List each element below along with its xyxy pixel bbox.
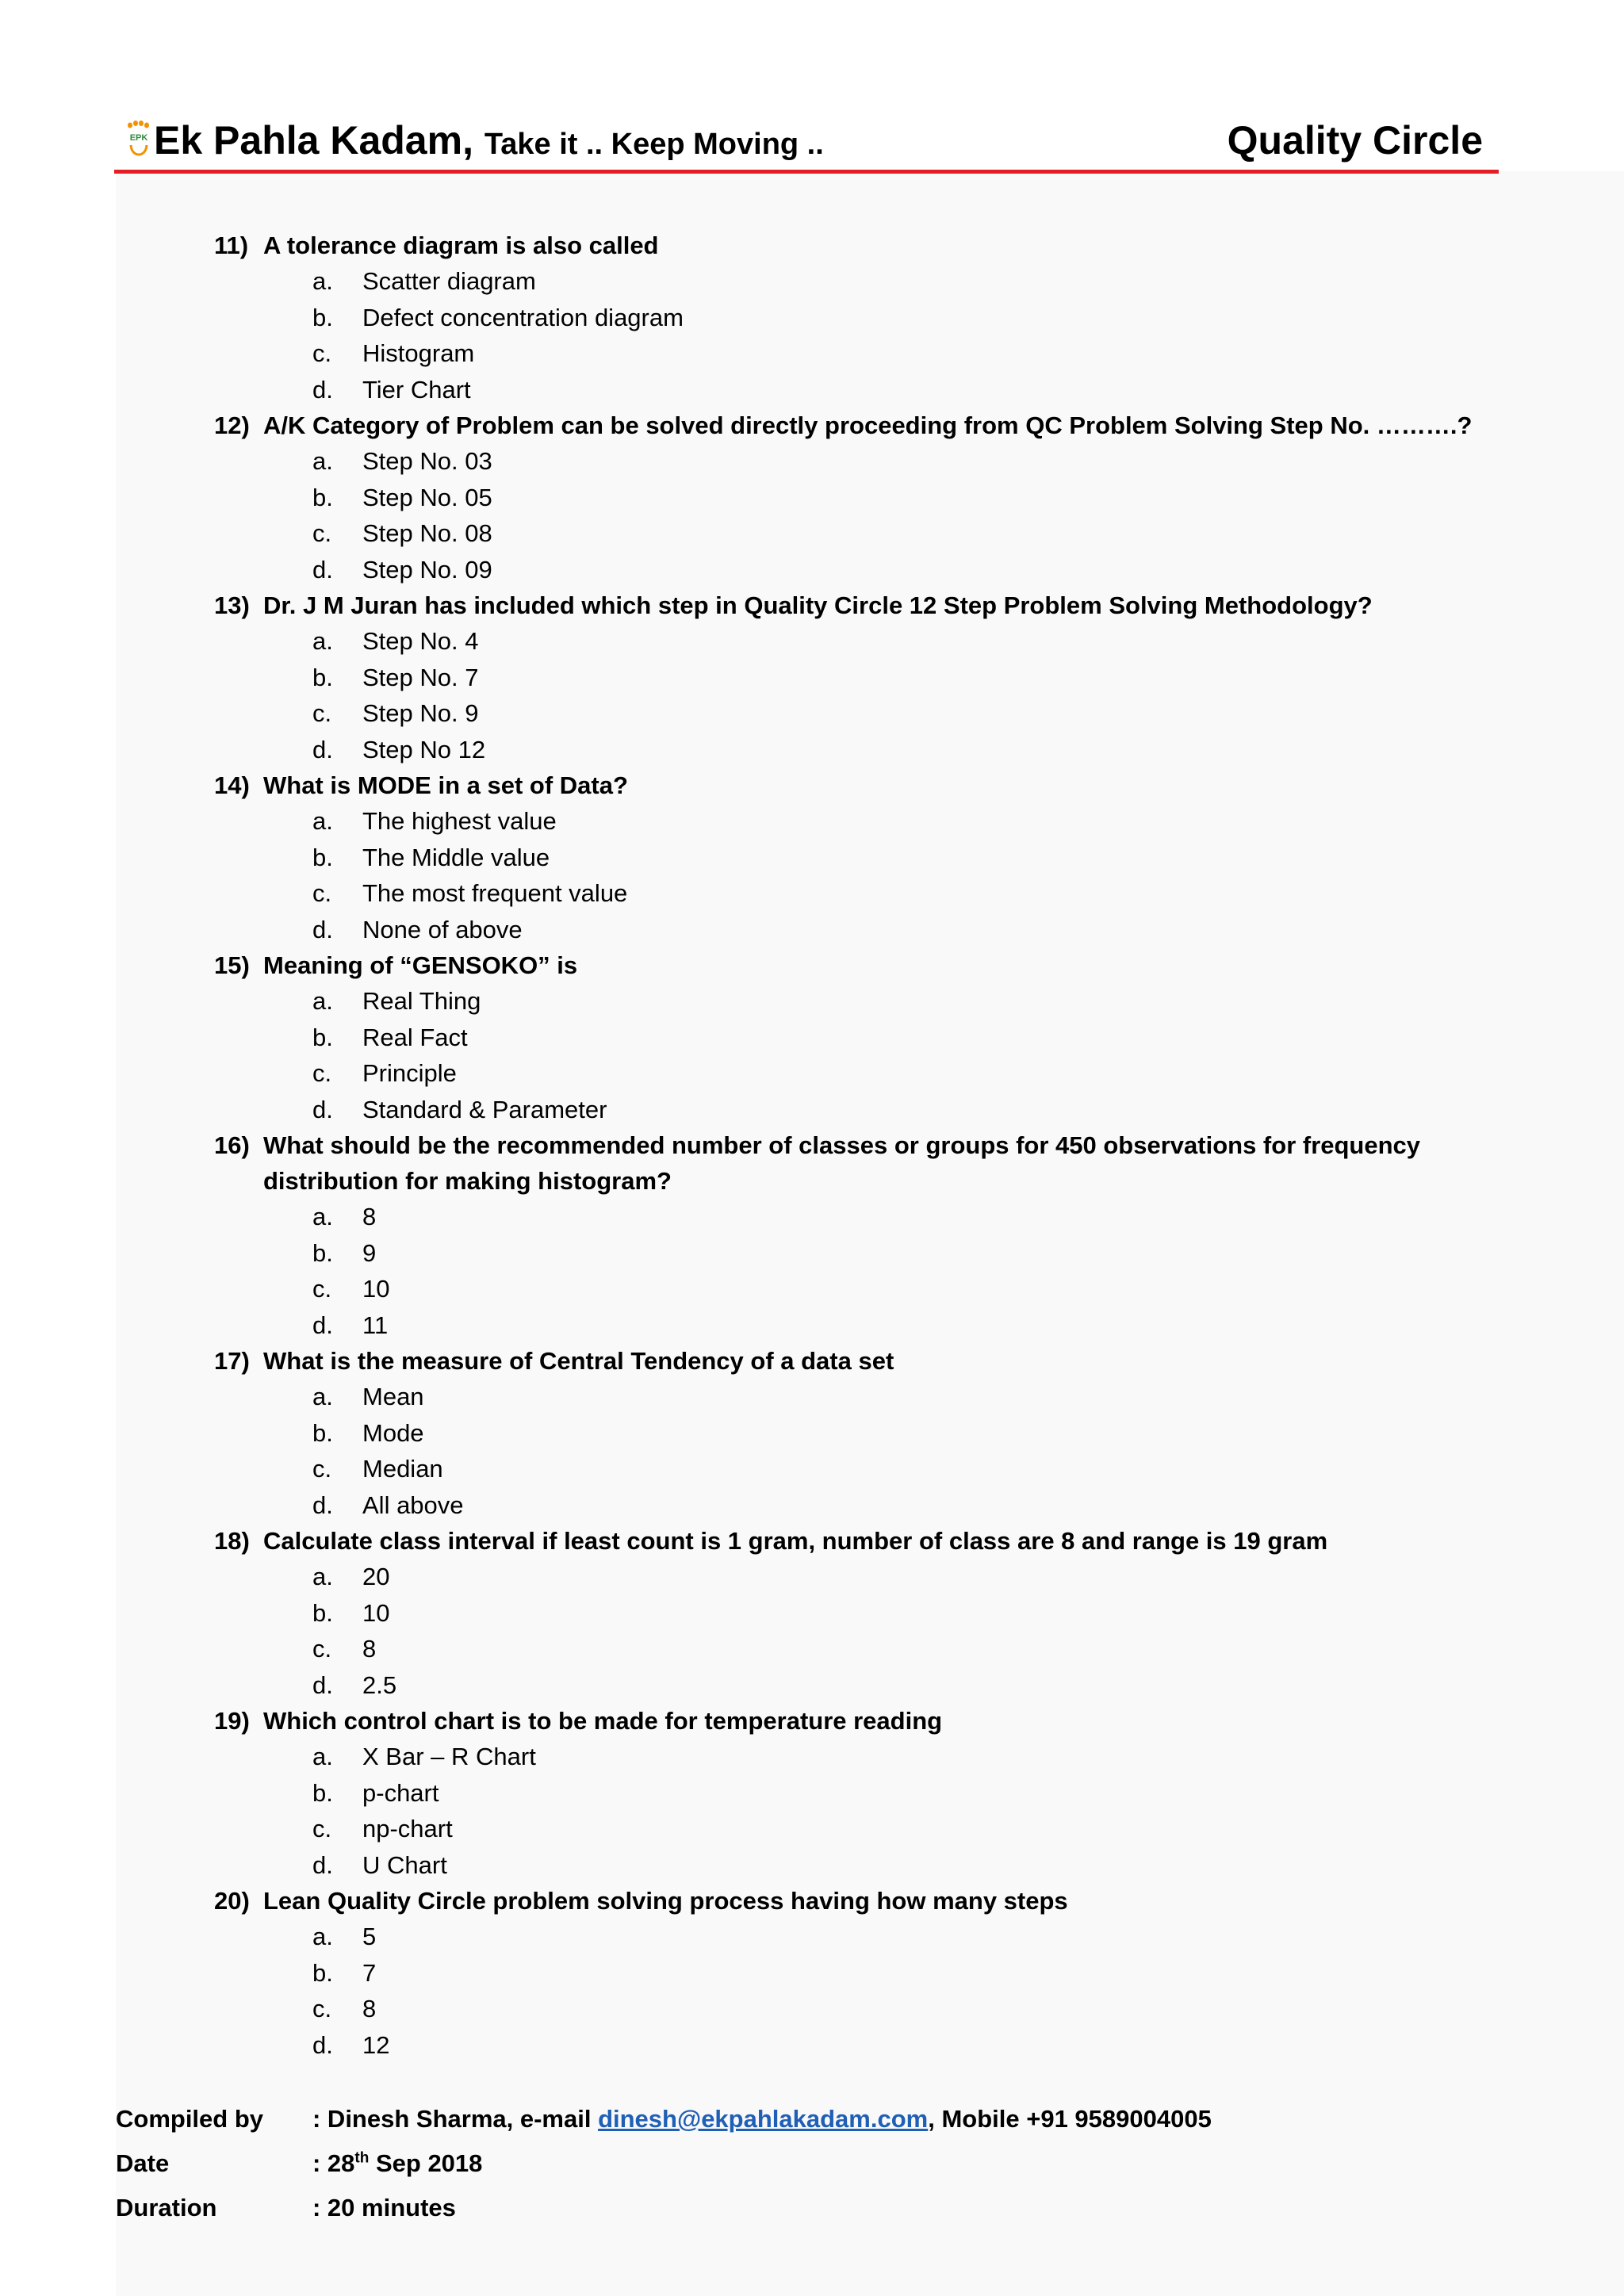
option-text: Step No. 9 [362, 699, 479, 727]
answer-option [214, 263, 1522, 300]
option-text: Step No. 09 [362, 555, 492, 584]
option-text: 12 [362, 2030, 390, 2059]
answer-option [214, 2027, 1522, 2064]
answer-option [214, 1487, 1522, 1524]
option-text: 8 [362, 1635, 377, 1663]
option-text: Principle [362, 1059, 457, 1087]
question-number: 14) [214, 771, 250, 799]
option-letter: c. [312, 1815, 332, 1843]
question-item [214, 228, 1522, 408]
question-text: A/K Category of Problem can be solved directly proceeding from QC Problem Solving Step No. ……….? [263, 411, 1473, 439]
option-letter: d. [312, 555, 333, 584]
compiled-row [116, 2097, 1543, 2141]
question-heading [214, 1523, 1522, 1559]
duration-value: : 20 minutes [312, 2194, 456, 2221]
option-text: The Middle value [362, 843, 550, 871]
question-text: Which control chart is to be made for temperature reading [263, 1707, 943, 1735]
question-item [214, 767, 1522, 947]
answer-option [214, 480, 1522, 516]
answer-option [214, 875, 1522, 912]
question-heading [214, 408, 1522, 443]
answer-option [214, 1415, 1522, 1452]
option-letter: d. [312, 1670, 333, 1699]
answer-option [214, 912, 1522, 948]
option-letter: d. [312, 2030, 333, 2059]
option-text: Step No 12 [362, 735, 486, 763]
option-text: Real Fact [362, 1023, 468, 1051]
option-letter: d. [312, 915, 333, 943]
date-month-year: Sep 2018 [369, 2149, 483, 2177]
question-text: What is MODE in a set of Data? [263, 771, 628, 799]
question-item [214, 1883, 1522, 2063]
compiled-mobile: , Mobile +91 9589004005 [928, 2105, 1212, 2133]
option-text: X Bar – R Chart [362, 1743, 536, 1770]
question-text: Lean Quality Circle problem solving process having how many steps [263, 1887, 1068, 1915]
option-text: 8 [362, 1995, 377, 2022]
question-item [214, 947, 1522, 1127]
question-text: Dr. J M Juran has included which step in Quality Circle 12 Step Problem Solving Methodology? [263, 591, 1373, 619]
option-text: Step No. 4 [362, 627, 479, 655]
footer-info [116, 2097, 1543, 2230]
answer-option [214, 552, 1522, 588]
option-text: Mean [362, 1383, 424, 1410]
compiled-author: : Dinesh Sharma, e-mail [312, 2105, 599, 2133]
option-letter: c. [312, 1059, 332, 1087]
answer-option [214, 983, 1522, 1020]
question-item [214, 1703, 1522, 1883]
question-text: What should be the recommended number of classes or groups for 450 observations for frequency distribution for making histogram? [263, 1131, 1421, 1195]
question-number: 11) [214, 232, 249, 259]
option-text: Step No. 7 [362, 663, 479, 691]
answer-option [214, 1991, 1522, 2027]
option-letter: a. [312, 1923, 333, 1950]
answer-option [214, 1919, 1522, 1955]
answer-option [214, 300, 1522, 336]
option-letter: a. [312, 267, 333, 295]
option-letter: a. [312, 1203, 333, 1230]
option-text: Median [362, 1455, 443, 1483]
option-text: p-chart [362, 1778, 439, 1807]
option-text: Standard & Parameter [362, 1095, 607, 1123]
option-letter: b. [312, 303, 333, 331]
date-ordinal: th [354, 2149, 370, 2167]
option-text: The most frequent value [362, 879, 628, 907]
option-text: 20 [362, 1563, 390, 1590]
question-number: 18) [214, 1527, 250, 1555]
option-text: U Chart [362, 1850, 447, 1879]
question-text: A tolerance diagram is also called [263, 232, 659, 259]
answer-option [214, 1775, 1522, 1812]
option-letter: d. [312, 1095, 333, 1123]
option-text: Step No. 03 [362, 447, 492, 475]
date-day: : 28 [312, 2149, 355, 2177]
option-letter: b. [312, 843, 333, 871]
question-text: Meaning of “GENSOKO” is [263, 951, 578, 979]
question-item [214, 587, 1522, 767]
option-letter: b. [312, 1023, 333, 1051]
option-letter: b. [312, 1418, 333, 1447]
option-letter: a. [312, 987, 333, 1015]
option-text: np-chart [362, 1815, 453, 1843]
option-text: 2.5 [362, 1670, 397, 1699]
option-text: The highest value [362, 807, 557, 835]
answer-option [214, 1055, 1522, 1092]
question-item [214, 1343, 1522, 1523]
question-heading [214, 1343, 1522, 1379]
option-text: Defect concentration diagram [362, 303, 684, 331]
question-list [214, 228, 1522, 2063]
answer-option [214, 515, 1522, 552]
email-link[interactable]: dinesh@ekpahlakadam.com [598, 2105, 929, 2133]
answer-option [214, 443, 1522, 480]
answer-option [214, 1092, 1522, 1128]
option-letter: a. [312, 1563, 333, 1590]
option-text: 11 [362, 1311, 389, 1339]
option-text: 8 [362, 1203, 377, 1230]
question-item [214, 1523, 1522, 1703]
question-heading [214, 228, 1522, 263]
option-letter: c. [312, 699, 332, 727]
answer-option [214, 840, 1522, 876]
brand-tagline: Take it .. Keep Moving .. [484, 128, 824, 161]
question-heading [214, 587, 1522, 623]
duration-row [116, 2186, 1543, 2230]
option-letter: a. [312, 807, 333, 835]
option-text: Mode [362, 1418, 424, 1447]
option-letter: c. [312, 1275, 332, 1303]
option-text: 9 [362, 1238, 377, 1267]
compiled-label: Compiled by [116, 2105, 264, 2133]
answer-option [214, 732, 1522, 768]
option-letter: d. [312, 735, 333, 763]
option-letter: c. [312, 1995, 332, 2022]
option-letter: c. [312, 879, 332, 907]
option-text: 10 [362, 1598, 390, 1627]
answer-option [214, 1235, 1522, 1272]
compiled-value [312, 2097, 1212, 2141]
date-value [312, 2141, 482, 2186]
answer-option [214, 1271, 1522, 1307]
option-text: Step No. 08 [362, 519, 492, 547]
answer-option [214, 1847, 1522, 1884]
answer-option [214, 1020, 1522, 1056]
header-divider [114, 170, 1499, 174]
option-text: Tier Chart [362, 375, 471, 404]
option-letter: a. [312, 447, 333, 475]
option-text: Histogram [362, 339, 475, 367]
option-text: 10 [362, 1275, 390, 1303]
answer-option [214, 1595, 1522, 1632]
answer-option [214, 1379, 1522, 1415]
answer-option [214, 1811, 1522, 1847]
option-letter: d. [312, 1311, 333, 1339]
option-letter: c. [312, 1635, 332, 1663]
option-letter: c. [312, 1455, 332, 1483]
option-letter: b. [312, 1238, 333, 1267]
date-label: Date [116, 2149, 170, 2177]
option-letter: c. [312, 339, 332, 367]
answer-option [214, 1955, 1522, 1992]
question-heading [214, 947, 1522, 983]
duration-label: Duration [116, 2194, 217, 2221]
answer-option [214, 1307, 1522, 1344]
option-letter: d. [312, 1850, 333, 1879]
answer-option [214, 1667, 1522, 1704]
question-heading [214, 1703, 1522, 1739]
question-heading [214, 767, 1522, 803]
section-title: Quality Circle [1227, 118, 1483, 163]
question-number: 15) [214, 951, 250, 979]
question-number: 16) [214, 1131, 250, 1159]
option-letter: b. [312, 1958, 333, 1987]
question-number: 19) [214, 1707, 250, 1735]
answer-option [214, 623, 1522, 660]
answer-option [214, 1451, 1522, 1487]
question-item [214, 1127, 1522, 1343]
option-text: Step No. 05 [362, 483, 492, 511]
answer-option [214, 695, 1522, 732]
question-number: 13) [214, 591, 250, 619]
answer-option [214, 1631, 1522, 1667]
question-number: 20) [214, 1887, 250, 1915]
option-letter: d. [312, 1490, 333, 1519]
answer-option [214, 803, 1522, 840]
date-row [116, 2141, 1543, 2186]
option-letter: c. [312, 519, 332, 547]
brand-name: Ek Pahla Kadam, [154, 118, 473, 163]
brand-title [154, 117, 824, 163]
option-text: All above [362, 1490, 464, 1519]
option-text: Scatter diagram [362, 267, 536, 295]
question-number: 12) [214, 411, 250, 439]
option-letter: b. [312, 663, 333, 691]
question-text: What is the measure of Central Tendency of a data set [263, 1347, 894, 1375]
question-text: Calculate class interval if least count is 1 gram, number of class are 8 and range is 19 gram [263, 1527, 1328, 1555]
option-letter: a. [312, 1383, 333, 1410]
answer-option [214, 335, 1522, 372]
option-letter: b. [312, 1778, 333, 1807]
answer-option [214, 1739, 1522, 1775]
option-letter: d. [312, 375, 333, 404]
question-heading [214, 1127, 1522, 1199]
footprint-logo-icon [124, 121, 155, 165]
question-item [214, 408, 1522, 587]
option-text: 5 [362, 1923, 377, 1950]
option-letter: b. [312, 483, 333, 511]
question-heading [214, 1883, 1522, 1919]
option-letter: a. [312, 627, 333, 655]
page-header [114, 111, 1499, 174]
answer-option [214, 1559, 1522, 1595]
option-letter: a. [312, 1743, 333, 1770]
answer-option [214, 660, 1522, 696]
question-number: 17) [214, 1347, 250, 1375]
answer-option [214, 372, 1522, 408]
option-letter: b. [312, 1598, 333, 1627]
option-text: None of above [362, 915, 523, 943]
option-text: 7 [362, 1958, 377, 1987]
answer-option [214, 1199, 1522, 1235]
option-text: Real Thing [362, 987, 481, 1015]
logo-text: EPK [129, 133, 148, 143]
